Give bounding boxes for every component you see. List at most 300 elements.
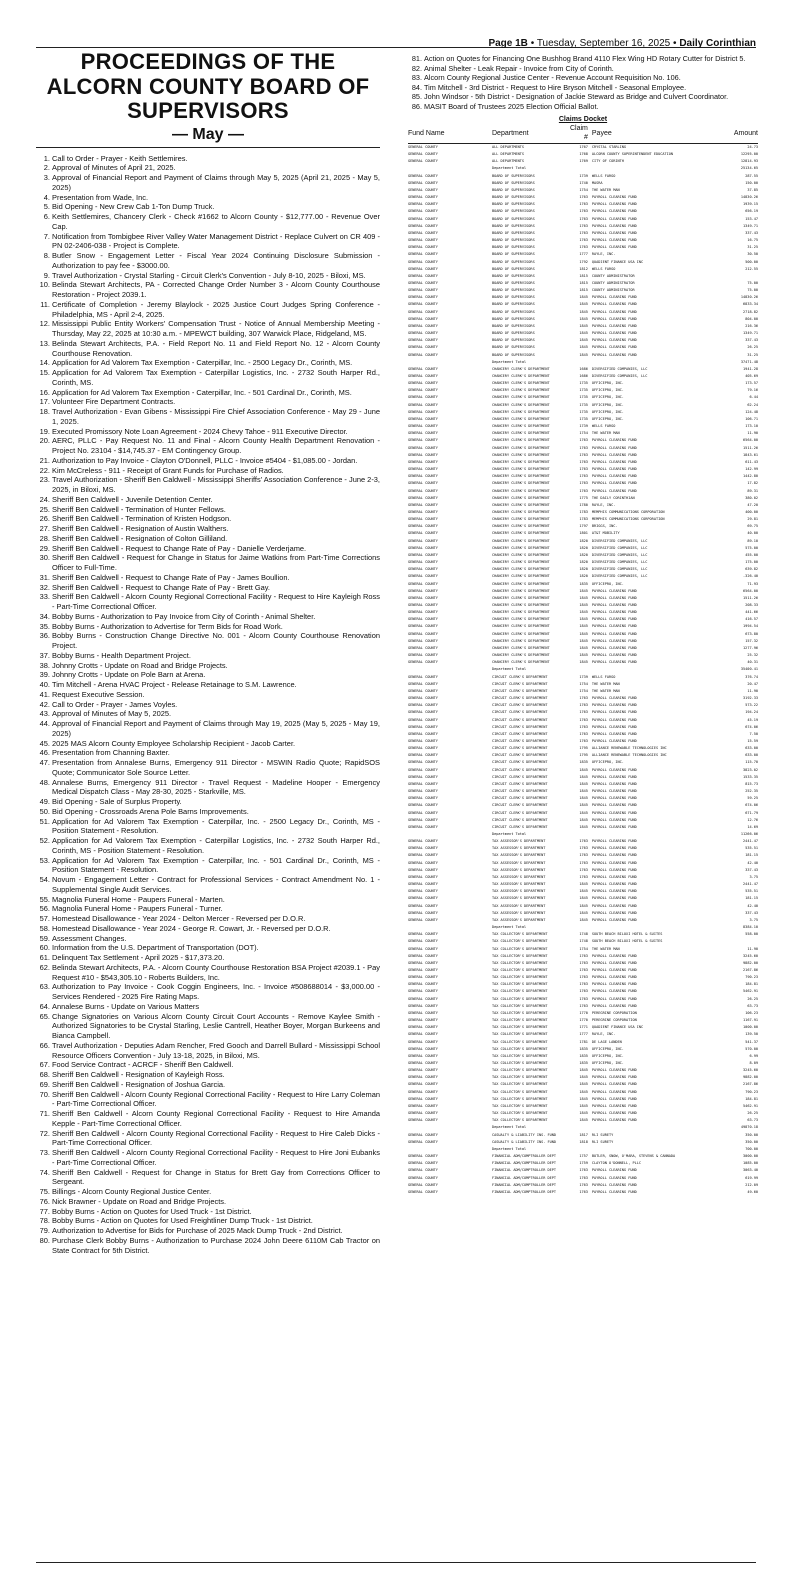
cell-fund: GENERAL COUNTY (408, 846, 438, 851)
cell-department: FINANCIAL ADM/COMPTROLLER DEPT (492, 1189, 557, 1194)
agenda-item (36, 934, 380, 944)
cell-payee: PAYROLL CLEARING FUND (591, 796, 637, 801)
table-row (408, 1132, 758, 1139)
table-row (408, 437, 758, 444)
month-subtitle: — May — (171, 125, 244, 143)
cell-claim: 1845 (579, 882, 588, 887)
cell-claim: 1763 (579, 860, 588, 865)
cell-department: CIRCUIT CLERK'S DEPARTMENT (492, 810, 548, 815)
cell-amount: 337.43 (745, 338, 758, 343)
agenda-item-number: 15. (39, 368, 50, 377)
agenda-item-number: 83. (411, 73, 422, 82)
table-row (408, 1182, 758, 1189)
cell-amount: 142.99 (745, 467, 758, 472)
cell-payee: PAYROLL CLEARING FUND (591, 1003, 637, 1008)
cell-fund: GENERAL COUNTY (408, 781, 438, 786)
agenda-item-number: 61. (39, 953, 50, 962)
cell-amount: 40.00 (747, 531, 758, 536)
cell-payee: PAYROLL CLEARING FUND (591, 309, 637, 314)
cell-department: TAX COLLECTOR'S DEPARTMENT (492, 1053, 548, 1058)
cell-payee: PAYROLL CLEARING FUND (591, 846, 637, 851)
cell-amount: 11.90 (747, 946, 758, 951)
agenda-item-number: 34. (39, 611, 50, 621)
cell-fund: GENERAL COUNTY (408, 1175, 438, 1180)
cell-payee: PAYROLL CLEARING FUND (591, 624, 637, 629)
table-row (408, 759, 758, 766)
cell-fund: GENERAL COUNTY (408, 603, 438, 607)
table-row (408, 623, 758, 630)
cell-claim: 1771 (579, 1025, 588, 1030)
cell-fund: GENERAL COUNTY (408, 645, 438, 650)
cell-amount: 804.00 (745, 316, 758, 321)
cell-fund: GENERAL COUNTY (408, 1168, 438, 1173)
cell-fund: GENERAL COUNTY (408, 774, 438, 779)
cell-fund: GENERAL COUNTY (408, 1018, 438, 1023)
cell-payee: PAYROLL CLEARING FUND (591, 996, 637, 1001)
cell-payee: PAYROLL CLEARING FUND (591, 223, 637, 228)
agenda-item-number: 20. (39, 436, 50, 446)
cell-fund: GENERAL COUNTY (408, 1154, 438, 1159)
cell-fund: GENERAL COUNTY (408, 617, 438, 622)
agenda-item (36, 163, 380, 173)
cell-payee: PAYROLL CLEARING FUND (591, 717, 637, 722)
cell-claim: 1815 (579, 280, 588, 285)
cell-fund: GENERAL COUNTY (408, 159, 438, 164)
cell-claim: 1763 (579, 982, 588, 987)
cell-fund: GENERAL COUNTY (408, 409, 438, 414)
cell-claim: 1845 (579, 1082, 588, 1087)
cell-payee (592, 666, 716, 673)
agenda-item (36, 797, 380, 807)
cell-claim: 1739 (579, 674, 588, 679)
table-row (408, 266, 758, 273)
cell-payee: PAYROLL CLEARING FUND (591, 1103, 637, 1108)
cell-amount: 1277.96 (743, 645, 758, 650)
cell-claim: 1686 (579, 366, 588, 371)
cell-fund: GENERAL COUNTY (408, 459, 438, 464)
agenda-item (36, 524, 380, 534)
cell-department: ALL DEPARTMENTS (492, 145, 525, 149)
agenda-item-number: 69. (39, 1079, 50, 1089)
cell-amount: 139.50 (745, 1032, 758, 1037)
table-row (408, 409, 758, 416)
cell-payee: ALCORN COUNTY SUPERINTENDENT EDUCATION (591, 152, 674, 157)
agenda-item-number: 60. (39, 943, 50, 953)
cell-payee: RLI SURETY (591, 1132, 614, 1137)
cell-payee (592, 359, 716, 366)
cell-claim: 1845 (579, 767, 588, 772)
cell-claim: 1763 (579, 967, 588, 972)
cell-department: BOARD OF SUPERVISORS (492, 302, 535, 307)
cell-department: CHANCERY CLERK'S DEPARTMENT (492, 445, 550, 450)
cell-amount: 337.43 (745, 867, 758, 872)
cell-amount: 1511.26 (743, 595, 758, 600)
cell-payee: AT&T MOBILITY (591, 531, 620, 536)
cell-amount: 611.43 (745, 459, 758, 464)
cell-fund: GENERAL COUNTY (408, 660, 438, 665)
cell-department: BOARD OF SUPERVISORS (492, 180, 535, 185)
cell-department: CHANCERY CLERK'S DEPARTMENT (492, 560, 550, 565)
cell-claim: 1845 (579, 1096, 588, 1101)
agenda-item-text: Presentation from Wade, Inc. (52, 192, 149, 202)
cell-fund: GENERAL COUNTY (408, 567, 438, 572)
cell-department: CIRCUIT CLERK'S DEPARTMENT (492, 824, 548, 829)
agenda-item-number: 32. (39, 582, 50, 592)
agenda-item-number: 46. (39, 748, 50, 758)
cell-department: FINANCIAL ADM/COMPTROLLER DEPT (492, 1182, 557, 1187)
cell-claim: 1845 (579, 1118, 588, 1123)
cell-department: TAX COLLECTOR'S DEPARTMENT (492, 1118, 548, 1123)
cell-fund (408, 1146, 492, 1153)
table-row (408, 817, 758, 824)
table-row (408, 795, 758, 802)
cell-claim: 1754 (579, 681, 588, 686)
cell-amount: 3.75 (749, 917, 758, 922)
cell-fund: GENERAL COUNTY (408, 724, 438, 729)
cell-claim: 1781 (579, 1039, 588, 1044)
agenda-item (36, 1148, 380, 1168)
cell-fund: GENERAL COUNTY (408, 266, 438, 271)
cell-claim: 1763 (579, 438, 588, 443)
cell-amount: 500.00 (745, 259, 758, 264)
agenda-item (36, 856, 380, 876)
agenda-item-text: Sheriff Ben Caldwell - Request to Change Rate of Pay - Brett Gay. (52, 582, 270, 592)
cell-payee: THE WATER MAN (591, 187, 620, 192)
cell-claim: 1763 (579, 459, 588, 464)
cell-amount: 3.75 (749, 874, 758, 879)
cell-claim: 1845 (579, 889, 588, 894)
cell-fund: GENERAL COUNTY (408, 932, 438, 937)
agenda-item (36, 631, 380, 651)
cell-department: CHANCERY CLERK'S DEPARTMENT (492, 645, 550, 650)
agenda-item-number: 49. (39, 797, 50, 806)
cell-amount: 3063.40 (743, 1168, 758, 1173)
claims-docket-title: Claims Docket (558, 116, 608, 123)
cell-amount: 212.09 (745, 1182, 758, 1187)
agenda-item-text: Bid Opening - Crossroads Arena Pole Barns Improvements. (52, 806, 249, 816)
agenda-item (36, 427, 380, 437)
department-total-row (408, 1124, 758, 1131)
cell-amount: 184.81 (745, 982, 758, 987)
cell-claim: 1795 (579, 753, 588, 758)
header-amount: Amount (716, 124, 758, 144)
cell-payee: PAYROLL CLEARING FUND (591, 874, 637, 879)
cell-amount: 2718.82 (743, 309, 758, 314)
agenda-item (36, 202, 380, 212)
cell-fund (408, 359, 492, 366)
cell-claim: 1763 (579, 230, 588, 235)
agenda-item-text: Homestead Disallowance - Year 2024 - George R. Cowart, Jr. - Reversed per D.O.R. (52, 923, 331, 933)
table-row (408, 1024, 758, 1031)
cell-payee: COUNTY ADMINISTRATOR (591, 273, 635, 278)
agenda-item-number: 7. (43, 231, 50, 241)
table-row (408, 337, 758, 344)
cell-amount: 3000.00 (743, 1154, 758, 1159)
cell-amount: 42.40 (747, 903, 758, 908)
cell-payee: PAYROLL CLEARING FUND (591, 774, 637, 779)
table-row (408, 180, 758, 187)
cell-payee: PEREGRINE CORPORATION (591, 1018, 637, 1023)
cell-payee: PAYROLL CLEARING FUND (591, 724, 637, 729)
cell-claim: 1763 (579, 996, 588, 1001)
cell-fund: GENERAL COUNTY (408, 688, 438, 693)
cell-amount: 173.10 (745, 424, 758, 429)
agenda-item-text: Sheriff Ben Caldwell - Resignation of Kayleigh Ross. (52, 1070, 225, 1079)
cell-amount: 376.74 (745, 674, 758, 679)
cell-amount: 35400.41 (740, 667, 758, 672)
cell-amount: 633.00 (745, 753, 758, 758)
cell-fund: GENERAL COUNTY (408, 381, 438, 386)
cell-department: CIRCUIT CLERK'S DEPARTMENT (492, 781, 548, 786)
cell-amount: 157.32 (745, 638, 758, 643)
cell-claim: 1835 (579, 581, 588, 586)
agenda-item (36, 680, 380, 690)
agenda-item-number: 3. (43, 173, 50, 182)
cell-department: TAX COLLECTOR'S DEPARTMENT (492, 1096, 548, 1101)
table-row (408, 394, 758, 401)
cell-department: CHANCERY CLERK'S DEPARTMENT (492, 538, 550, 543)
agenda-item-number: 70. (39, 1089, 50, 1099)
cell-fund: GENERAL COUNTY (408, 738, 438, 743)
cell-department: CIRCUIT CLERK'S DEPARTMENT (492, 710, 548, 715)
cell-amount: 455.00 (745, 552, 758, 557)
cell-department: CHANCERY CLERK'S DEPARTMENT (492, 509, 550, 514)
cell-payee: RAYLE, INC. (591, 252, 616, 257)
cell-department: Department Total (492, 832, 527, 836)
cell-amount: 40.31 (747, 660, 758, 665)
cell-amount: 9882.00 (743, 1075, 758, 1080)
table-row (408, 681, 758, 688)
cell-amount: 184.81 (745, 1096, 758, 1101)
cell-payee: PAYROLL CLEARING FUND (591, 824, 637, 829)
cell-fund: GENERAL COUNTY (408, 295, 438, 300)
agenda-item-text: Bid Opening - New Crew Cab 1-Ton Dump Truck. (52, 202, 215, 212)
cell-claim: 1845 (579, 617, 588, 622)
table-row (408, 616, 758, 623)
cell-department: TAX COLLECTOR'S DEPARTMENT (492, 1025, 548, 1030)
cell-claim: 1845 (579, 610, 588, 615)
cell-claim: 1845 (579, 1068, 588, 1073)
cell-amount: 11266.06 (740, 832, 758, 836)
cell-department: CIRCUIT CLERK'S DEPARTMENT (492, 731, 548, 736)
agenda-item (36, 1187, 380, 1197)
cell-claim: 1783 (579, 509, 588, 514)
cell-claim: 1820 (579, 567, 588, 572)
cell-fund: GENERAL COUNTY (408, 338, 438, 343)
table-row (408, 659, 758, 666)
cell-fund: GENERAL COUNTY (408, 960, 438, 965)
cell-claim: 1845 (579, 824, 588, 829)
cell-amount: 8.09 (749, 1061, 758, 1065)
cell-fund: GENERAL COUNTY (408, 352, 438, 357)
cell-department: CHANCERY CLERK'S DEPARTMENT (492, 638, 550, 643)
cell-department: TAX ASSESSOR'S DEPARTMENT (492, 853, 546, 858)
agenda-item-number: 56. (39, 904, 50, 914)
cell-fund: GENERAL COUNTY (408, 517, 438, 522)
cell-claim: 1763 (579, 445, 588, 450)
cell-claim: 1763 (579, 724, 588, 729)
agenda-item-text: Change Signatories on Various Alcorn County Circuit Court Accounts - Remove Kaylee Smith - Authorized Signatories to be Crystal Starling, Leslie Cantrell, Heather Boyer, Morgan Burkeens and Bianca Campbell. (52, 1011, 380, 1040)
cell-fund: GENERAL COUNTY (408, 581, 438, 586)
agenda-item (36, 397, 380, 407)
cell-claim: 1845 (579, 810, 588, 815)
cell-department: FINANCIAL ADM/COMPTROLLER DEPT (492, 1161, 557, 1166)
table-row (408, 366, 758, 373)
agenda-list-left (36, 154, 380, 1256)
table-row (408, 416, 758, 423)
cell-payee: PAYROLL CLEARING FUND (591, 481, 637, 486)
cell-department: TAX ASSESSOR'S DEPARTMENT (492, 896, 546, 901)
agenda-item (36, 1168, 380, 1188)
cell-claim: 1763 (579, 195, 588, 200)
cell-department: BOARD OF SUPERVISORS (492, 245, 535, 250)
cell-department: CHANCERY CLERK'S DEPARTMENT (492, 424, 550, 429)
cell-payee: PAYROLL CLEARING FUND (591, 603, 637, 607)
cell-amount: 69.75 (747, 524, 758, 529)
cell-fund: GENERAL COUNTY (408, 152, 438, 157)
table-row (408, 645, 758, 652)
agenda-item-number: 45. (39, 738, 50, 748)
agenda-item-text: Action on Quotes for Financing One Bushhog Brand 4110 Flex Wing HD Rotary Cutter for District 5. (424, 54, 746, 63)
cell-payee: PAYROLL CLEARING FUND (591, 1068, 637, 1073)
left-column (36, 50, 380, 1255)
table-row (408, 373, 758, 380)
agenda-item (36, 1012, 380, 1041)
cell-payee: PAYROLL CLEARING FUND (591, 896, 637, 901)
cell-fund: GENERAL COUNTY (408, 467, 438, 472)
cell-fund: GENERAL COUNTY (408, 509, 438, 514)
cell-department: BOARD OF SUPERVISORS (492, 259, 535, 264)
cell-amount: 16.75 (747, 238, 758, 243)
cell-payee: PAYROLL CLEARING FUND (591, 1175, 637, 1180)
agenda-item-text: Sheriff Ben Caldwell - Alcorn County Regional Correctional Facility - Request to Hire Joni Eubanks - Part-Time Correctional Officer. (52, 1148, 380, 1167)
table-row (408, 953, 758, 960)
cell-department: TAX COLLECTOR'S DEPARTMENT (492, 1103, 548, 1108)
agenda-item (36, 739, 380, 749)
cell-payee: OFFICEPRO, INC. (591, 1046, 624, 1051)
cell-payee: PAYROLL CLEARING FUND (591, 467, 637, 472)
table-row (408, 810, 758, 817)
agenda-item (36, 953, 380, 963)
cell-amount: 71.93 (747, 581, 758, 586)
cell-fund: GENERAL COUNTY (408, 674, 438, 679)
cell-payee: DIVERSIFIED COMPANIES, LLC (591, 567, 648, 572)
table-row (408, 974, 758, 981)
cell-amount: 1511.26 (743, 445, 758, 450)
cell-department: Department Total (492, 1125, 527, 1130)
table-row (408, 452, 758, 459)
agenda-item-text: Novum - Engagement Letter - Contract for Professional Services - Contract Amendment No. 1 - Supplemental Single Audit Services. (52, 875, 380, 894)
table-row (408, 402, 758, 409)
agenda-item (36, 924, 380, 934)
cell-claim (570, 924, 592, 931)
cell-amount: 287.55 (745, 173, 758, 178)
cell-department: CHANCERY CLERK'S DEPARTMENT (492, 603, 550, 607)
cell-fund: GENERAL COUNTY (408, 574, 438, 579)
agenda-item (36, 1236, 380, 1256)
cell-claim: 1768 (579, 152, 588, 157)
cell-amount: 570.00 (745, 1046, 758, 1051)
cell-fund: GENERAL COUNTY (408, 746, 438, 751)
cell-payee: PAYROLL CLEARING FUND (591, 1182, 637, 1187)
agenda-item (36, 514, 380, 524)
cell-fund: GENERAL COUNTY (408, 874, 438, 879)
cell-amount: 106.71 (745, 416, 758, 421)
agenda-item-text: Sheriff Ben Caldwell - Termination of Kristen Hodgson. (52, 514, 232, 524)
cell-fund: GENERAL COUNTY (408, 1132, 438, 1137)
cell-claim: 1845 (579, 1075, 588, 1080)
cell-fund: GENERAL COUNTY (408, 939, 438, 944)
cell-payee: SOUTH BEACH BILOXI HOTEL & SUITES (591, 932, 663, 937)
cell-claim: 1763 (579, 452, 588, 457)
cell-fund: GENERAL COUNTY (408, 1111, 438, 1116)
cell-fund: GENERAL COUNTY (408, 273, 438, 278)
agenda-item-number: 64. (39, 1001, 50, 1011)
agenda-item (36, 466, 380, 476)
cell-claim: 1845 (579, 638, 588, 643)
cell-amount: 5462.91 (743, 1103, 758, 1108)
cell-amount: 31.25 (747, 352, 758, 357)
cell-fund: GENERAL COUNTY (408, 252, 438, 257)
cell-claim: 1739 (579, 173, 588, 178)
cell-department: TAX COLLECTOR'S DEPARTMENT (492, 1075, 548, 1080)
cell-department: CIRCUIT CLERK'S DEPARTMENT (492, 738, 548, 743)
agenda-item-text: 2025 MAS Alcorn County Employee Scholarship Recipient - Jacob Carter. (52, 738, 296, 748)
table-row (408, 595, 758, 602)
table-row (408, 1103, 758, 1110)
table-row (408, 237, 758, 244)
cell-claim: 1763 (579, 953, 588, 958)
table-row (408, 1060, 758, 1067)
cell-fund: GENERAL COUNTY (408, 173, 438, 178)
cell-department: CHANCERY CLERK'S DEPARTMENT (492, 459, 550, 464)
cell-claim: 1763 (579, 1182, 588, 1187)
agenda-item-number: 71. (39, 1109, 50, 1118)
cell-amount: 150.00 (745, 180, 758, 185)
agenda-item-number: 36. (39, 631, 50, 641)
cell-claim: 1763 (579, 738, 588, 743)
cell-department: Department Total (492, 166, 527, 171)
cell-payee: PAYROLL CLEARING FUND (591, 1168, 637, 1173)
cell-payee: PAYROLL CLEARING FUND (591, 645, 637, 650)
cell-department: TAX ASSESSOR'S DEPARTMENT (492, 889, 546, 894)
right-column (408, 54, 758, 1196)
cell-fund: GENERAL COUNTY (408, 187, 438, 192)
cell-fund: GENERAL COUNTY (408, 810, 438, 815)
cell-department: TAX COLLECTOR'S DEPARTMENT (492, 989, 548, 994)
cell-amount: 790.23 (745, 975, 758, 980)
cell-department: CHANCERY CLERK'S DEPARTMENT (492, 617, 550, 622)
agenda-item-number: 16. (39, 387, 50, 397)
cell-amount: 1349.71 (743, 223, 758, 228)
cell-amount: 3245.60 (743, 1068, 758, 1073)
agenda-item-text: Presentation from Annalese Burns, Emergency 911 Director - MSWIN Radio Quote; RapidSOS Quote; Communicator Sole Source Letter. (52, 758, 380, 777)
cell-claim: 1820 (579, 538, 588, 543)
cell-payee: PAYROLL CLEARING FUND (591, 438, 637, 443)
agenda-list-right (408, 54, 758, 111)
table-row (408, 559, 758, 566)
cell-claim: 1818 (579, 1139, 588, 1144)
agenda-item (36, 193, 380, 203)
cell-fund: GENERAL COUNTY (408, 495, 438, 500)
cell-claim: 1763 (579, 474, 588, 479)
cell-fund (408, 831, 492, 838)
agenda-item (36, 709, 380, 719)
cell-amount: 212.55 (745, 266, 758, 271)
cell-department: CHANCERY CLERK'S DEPARTMENT (492, 545, 550, 550)
table-row (408, 717, 758, 724)
cell-fund: GENERAL COUNTY (408, 223, 438, 228)
